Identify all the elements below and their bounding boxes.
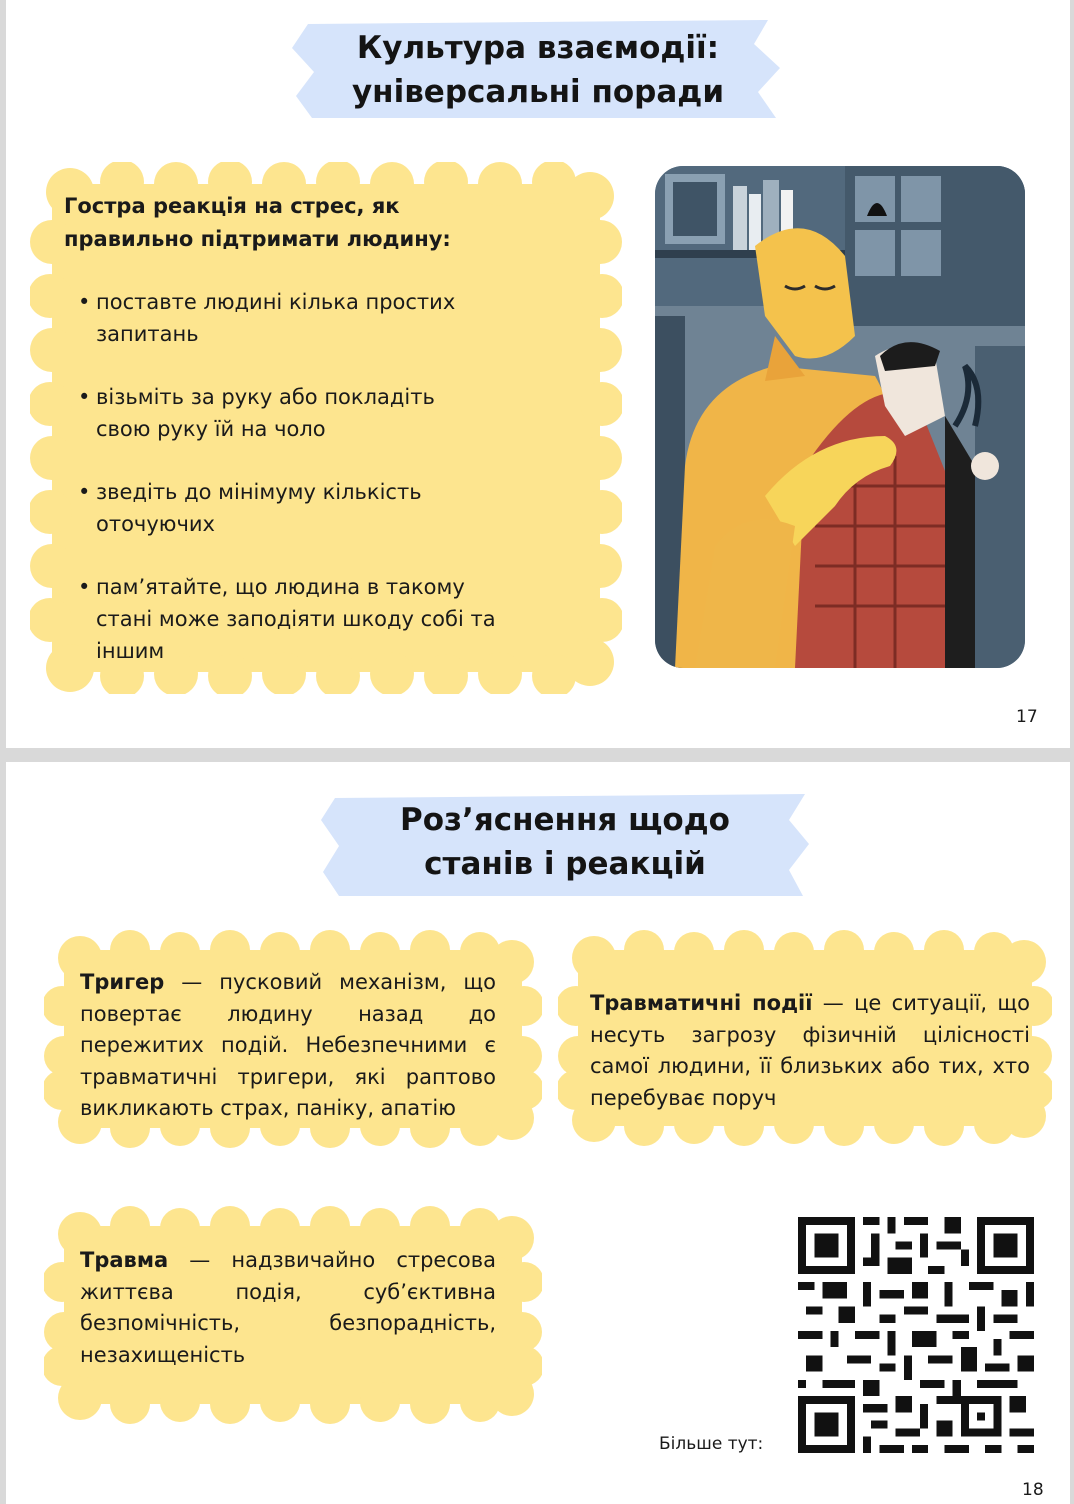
page-title: Культура взаємодії: універсальні поради <box>351 30 725 110</box>
tips-heading: Гостра реакція на стрес, як правильно підтримати людину: <box>64 194 451 251</box>
tips-card <box>30 162 622 694</box>
qr-code-icon[interactable] <box>798 1217 1034 1453</box>
page-18 <box>6 762 1070 1504</box>
page-number: 18 <box>1022 1480 1044 1500</box>
more-label: Більше тут: <box>659 1434 764 1454</box>
trauma-definition: Травма — надзвичайно стресова життєва подія, суб’єктивна безпомічність, безпорадність, незахищеність <box>80 1248 496 1367</box>
trauma-card <box>44 1206 542 1424</box>
list-item: • візьміть за руку або покладіть свою руку їй на чоло <box>64 381 594 445</box>
page-number: 17 <box>1016 707 1038 727</box>
list-item: • зведіть до мінімуму кількість оточуючих <box>64 476 594 540</box>
traumatic-events-card <box>558 930 1052 1146</box>
trigger-definition: Тригер — пусковий механізм, що повертає людину назад до пережитих подій. Небезпечними є травматичні тригери, які раптово викликають страх, паніку, апатію <box>80 970 496 1120</box>
page-title: Роз’яснення щодо станів і реакцій <box>400 802 730 882</box>
support-illustration <box>655 166 1025 668</box>
tips-list <box>64 286 594 667</box>
traumatic-events-definition: Травматичні події — це ситуації, що несуть загрозу фізичній цілісності самої людини, її близьких або тих, хто перебуває поруч <box>590 991 1030 1110</box>
list-item: • поставте людині кілька простих запитань <box>64 286 594 350</box>
trigger-card <box>44 930 542 1148</box>
page-17 <box>6 0 1070 748</box>
illustration-art <box>655 166 1025 668</box>
list-item: • пам’ятайте, що людина в такому стані може заподіяти шкоду собі та іншим <box>64 571 594 667</box>
